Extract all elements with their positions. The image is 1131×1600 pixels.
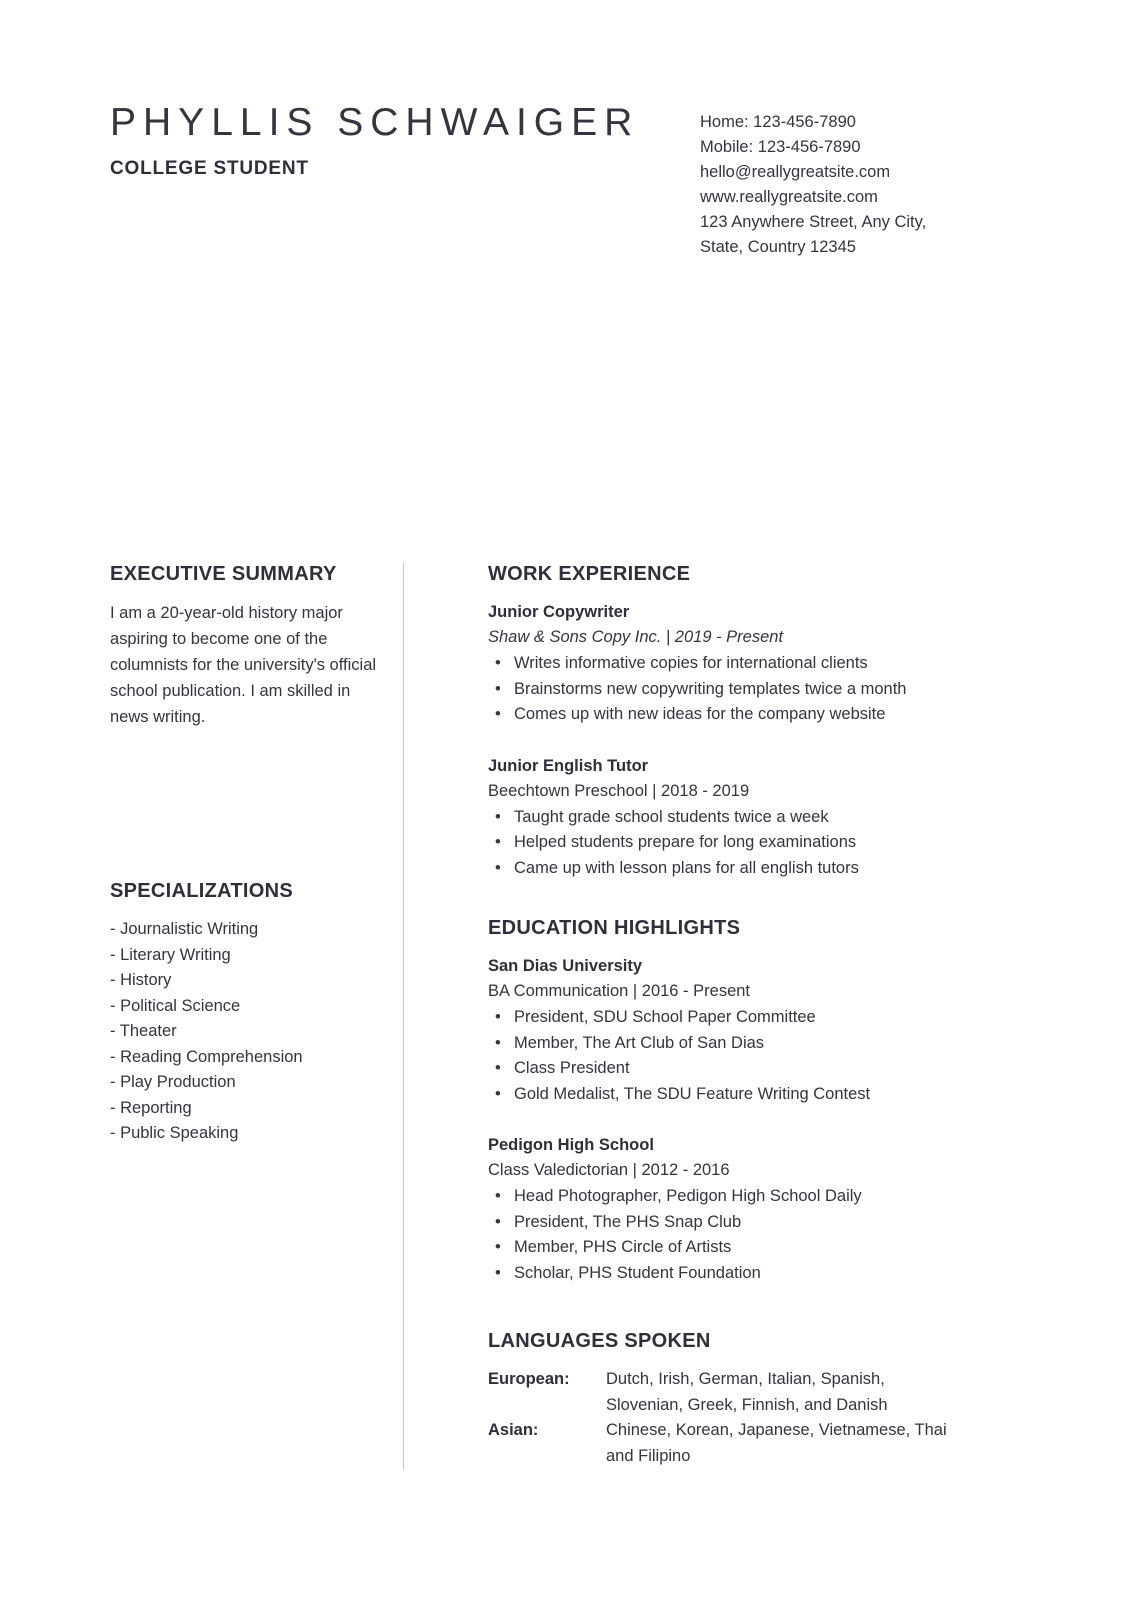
left-column xyxy=(110,563,382,1147)
job-bullet: • Came up with lesson plans for all english tutors xyxy=(488,856,1048,882)
job-bullet: • Brainstorms new copywriting templates twice a month xyxy=(488,677,1048,703)
school-detail: Class Valedictorian | 2012 - 2016 xyxy=(488,1161,730,1179)
specialization-item: - Literary Writing xyxy=(110,945,231,964)
job-entry xyxy=(488,754,1048,882)
work-experience-heading: WORK EXPERIENCE xyxy=(488,563,691,585)
specialization-item: - Journalistic Writing xyxy=(110,920,259,938)
school-bullet: • Member, PHS Circle of Artists xyxy=(488,1235,1048,1261)
job-bullet: • Taught grade school students twice a week xyxy=(488,805,1048,831)
contact-website: www.reallygreatsite.com xyxy=(700,188,878,206)
school-bullet: • Member, The Art Club of San Dias xyxy=(488,1031,1048,1057)
language-group-label: Asian: xyxy=(488,1421,539,1439)
school-name: San Dias University xyxy=(488,957,643,975)
language-list: Chinese, Korean, Japanese, Vietnamese, Thai and Filipino xyxy=(606,1421,947,1465)
person-name: PHYLLIS SCHWAIGER xyxy=(110,101,640,144)
executive-summary-body: I am a 20-year-old history major aspiring to become one of the columnists for the university's official school publication. I am skilled in news writing. xyxy=(110,604,377,726)
job-bullets xyxy=(488,651,1048,728)
job-role: Junior Copywriter xyxy=(488,603,630,621)
language-row xyxy=(488,1418,1048,1469)
school-detail: BA Communication | 2016 - Present xyxy=(488,982,751,1000)
specializations-section xyxy=(110,880,382,1147)
language-row xyxy=(488,1367,1048,1418)
school-bullet: • President, SDU School Paper Committee xyxy=(488,1005,1048,1031)
job-bullet: • Helped students prepare for long examinations xyxy=(488,830,1048,856)
school-entry xyxy=(488,954,1048,1107)
school-bullets xyxy=(488,1005,1048,1107)
school-bullet: • Head Photographer, Pedigon High School Daily xyxy=(488,1184,1048,1210)
person-title: COLLEGE STUDENT xyxy=(110,158,309,179)
school-bullets xyxy=(488,1184,1048,1286)
specializations-list xyxy=(110,917,382,1147)
job-bullets xyxy=(488,805,1048,882)
executive-summary-heading: EXECUTIVE SUMMARY xyxy=(110,563,337,585)
school-bullet: • Scholar, PHS Student Foundation xyxy=(488,1261,1048,1287)
languages-section xyxy=(488,1330,1048,1469)
specialization-item: - Reporting xyxy=(110,1098,192,1117)
work-experience-section xyxy=(488,563,1048,881)
language-list: Dutch, Irish, German, Italian, Spanish, Slovenian, Greek, Finnish, and Danish xyxy=(606,1370,888,1414)
job-org-dates: Shaw & Sons Copy Inc. | 2019 - Present xyxy=(488,628,784,646)
right-column xyxy=(488,563,1048,1469)
school-bullet: • Gold Medalist, The SDU Feature Writing Contest xyxy=(488,1082,1048,1108)
contact-mobile-phone: Mobile: 123-456-7890 xyxy=(700,138,861,156)
header xyxy=(110,103,639,180)
contact-info xyxy=(700,110,990,260)
school-bullet: • Class President xyxy=(488,1056,1048,1082)
contact-address-line1: 123 Anywhere Street, Any City, xyxy=(700,213,927,231)
specialization-item: - Reading Comprehension xyxy=(110,1047,303,1066)
job-bullet: • Writes informative copies for international clients xyxy=(488,651,1048,677)
contact-email: hello@reallygreatsite.com xyxy=(700,163,891,181)
specialization-item: - Political Science xyxy=(110,996,241,1015)
job-role: Junior English Tutor xyxy=(488,756,649,775)
languages-heading: LANGUAGES SPOKEN xyxy=(488,1330,711,1352)
education-section xyxy=(488,917,1048,1286)
school-bullet: • President, The PHS Snap Club xyxy=(488,1210,1048,1236)
contact-address-line2: State, Country 12345 xyxy=(700,238,856,256)
specializations-heading: SPECIALIZATIONS xyxy=(110,880,294,902)
job-bullet: • Comes up with new ideas for the company website xyxy=(488,702,1048,728)
specialization-item: - Public Speaking xyxy=(110,1124,239,1142)
contact-home-phone: Home: 123-456-7890 xyxy=(700,113,856,131)
school-name: Pedigon High School xyxy=(488,1136,654,1154)
specialization-item: - Play Production xyxy=(110,1073,236,1091)
school-entry xyxy=(488,1133,1048,1286)
job-entry xyxy=(488,600,1048,728)
job-org-dates: Beechtown Preschool | 2018 - 2019 xyxy=(488,781,750,800)
specialization-item: - History xyxy=(110,971,172,989)
language-group-label: European: xyxy=(488,1370,570,1388)
executive-summary-section xyxy=(110,563,382,730)
column-divider xyxy=(403,563,404,1470)
specialization-item: - Theater xyxy=(110,1022,177,1040)
education-heading: EDUCATION HIGHLIGHTS xyxy=(488,917,741,939)
